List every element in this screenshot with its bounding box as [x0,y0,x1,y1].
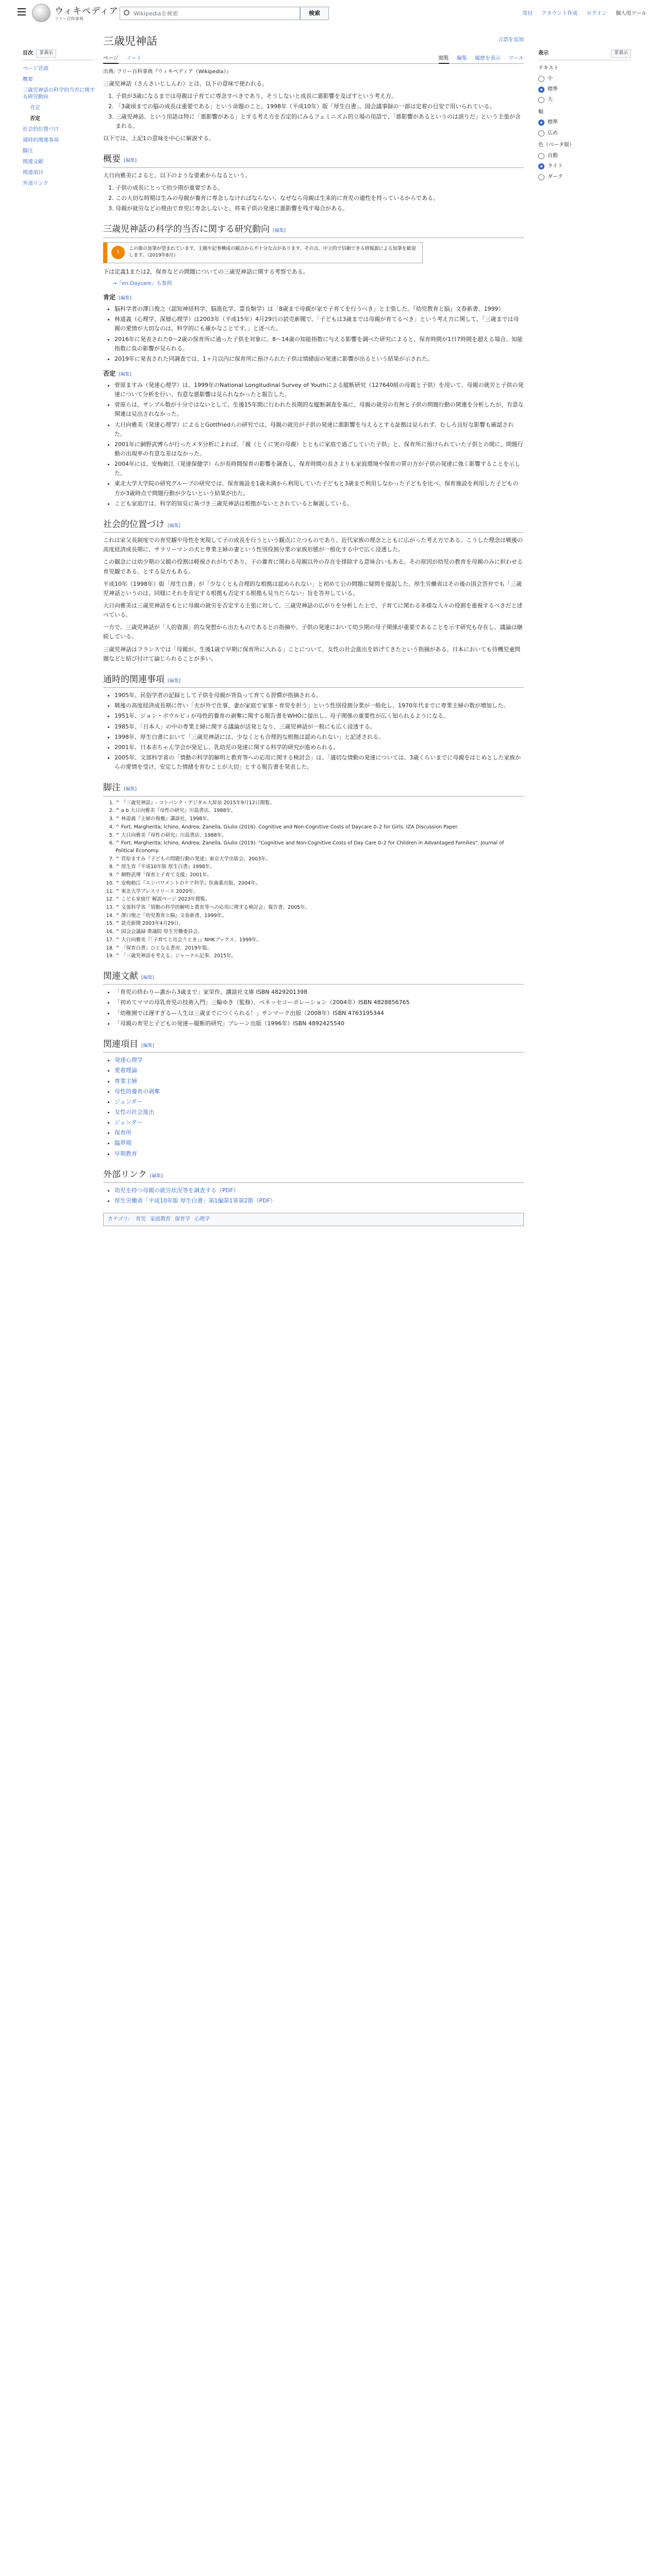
list-item [114,1118,524,1127]
list-item [114,1149,524,1159]
radio-label: 広め [548,130,558,136]
reference-item: 13. ^ 文部科学省「情動の科学的解明と教育等への応用に関する検討会」報告書、2005年。 [115,904,524,912]
reference-item: 17. ^ 大日向雅美『「子育てと出会うとき」』NHKブックス、1999年。 [115,937,524,944]
reference-item: 12. ^ こども家庭庁 解説ページ 2023年閲覧。 [115,896,524,904]
wikipedia-logo[interactable] [32,4,51,22]
radio-button[interactable] [538,97,544,103]
social-paragraph: これは家父長制度での育児観や母性を実現して子の成長を行うという観点に立つものであり、近代家族の理念とともに広がった考え方である。こうした理念は戦後の高度経済成長期に、サラリーマンの夫と専業主婦の妻という性別役割分業の家族形態が一般化する中で広く浸透した。 [103,537,523,553]
edit-section-link[interactable]: 編集 [169,523,179,529]
list-item [114,1186,524,1195]
list-item: • 1905年、民俗学者の記録として子供を母親が背負って育てる習慣が指摘される。 [114,691,524,700]
reference-item: 14. ^ 澤口俊之『幼児教育と脳』文春新書、1999年。 [115,912,524,920]
reference-item: 19. ^ 「三歳児神話を考える」ジャーナル記事、2015年。 [115,953,524,960]
heading-social: 社会的位置づけ [編集] [103,518,524,533]
social-paragraph: 三歳児神話はフランスでは「母親が、生後1歳で早期に保育所に入れる」ことについて、女性の社会進出を妨げてきたという指摘がある。日本においても待機児童問題などと結び付けて論じられることが多い。 [103,646,521,662]
create-account-link[interactable]: アカウント作成 [541,11,578,16]
related-link[interactable]: 早期教育 [114,1150,137,1157]
site-tagline: フリー百科事典 [55,16,84,21]
text-size-option[interactable] [538,96,631,104]
appearance-panel [538,49,631,183]
external-link[interactable]: 厚生労働省「平成10年版 厚生白書」第1編第1章第2節（PDF） [114,1197,276,1205]
radio-label: 自動 [548,152,558,159]
list-item: • 2001年に網野武博らが行ったメタ分析によれば、「親（とくに実の母親）とともに家庭で過ごしていた子供」と、保育所に預けられていた子供との間に、問題行動の出現率の有意な差はなかった。 [114,440,524,459]
radio-label: ダーク [548,174,563,180]
negative-list [114,381,524,509]
radio-label: 標準 [548,120,558,126]
tab-tools[interactable]: ツール [508,56,524,61]
reference-item: 8. ^ 厚生省『平成10年版 厚生白書』1998年。 [115,863,524,871]
list-item [114,1139,524,1148]
appearance-hide-button[interactable]: 非表示 [611,49,631,58]
toc-item[interactable]: ページ冒頭 [23,65,48,72]
radio-label: 大 [548,97,553,103]
list-item: 2. 「3歳頃までの脳の成長は重要である」という命題のこと。1998年（平成10年）版「厚生白書」、国会議事録の一部は定着の目安で用いられている。 [115,102,524,111]
social-paragraph: 平成10年（1998年）版「厚生白書」が「少なくとも合理的な根拠は認められない」と初めて公の問題に疑問を提起した。厚生労働省はその後の国会答弁でも「三歳児神話というのは、同様にそれを肯定する根拠も否定する根拠も見当たらない」旨を答弁している。 [103,580,522,597]
list-item: • 2004年には、安梅勅江（発達保健学）らが長時間保育の影響を調査し、保育時間の長さよりも家庭環境や保育の質の方が子供の発達に強く影響することを示した。 [114,460,524,478]
edit-section-link[interactable]: 編集 [169,678,179,684]
edit-section-link[interactable]: 編集 [143,1043,153,1048]
radio-button[interactable] [538,174,544,180]
reference-item: 16. ^ 国会会議録 衆議院 厚生労働委員会。 [115,928,524,936]
heading-literature: 関連文献 [編集] [103,970,524,985]
text-size-option[interactable] [538,86,631,94]
toc-item[interactable]: 否定 [30,115,40,122]
list-item: 1. 子供が3歳になるまでは母親は子育てに専念すべきであり、そうしないと成長に悪影響を及ぼすという考え方。 [115,92,524,101]
reference-item: 18. ^ 「保育白書」ひとなる書房、2019年版。 [115,945,524,953]
intro-list [115,92,524,131]
site-wordmark[interactable]: ウィキペディア [55,6,119,16]
list-item: 3. 三歳児神話、という用語は特に「悪影響がある」とする考え方を否定的にみるフェミニズム的立場の用語で、「悪影響があるというのは誤りだ」という主張が含まれる。 [115,112,524,131]
toc-item[interactable]: 肯定 [30,105,40,111]
search-icon [124,10,129,15]
page-title: 三歳児神話 [103,35,157,47]
category-label[interactable]: カテゴリ: [108,1216,130,1223]
list-item: • 1951年、ジョン・ボウルビィが母性的養育の剥奪に関する報告書をWHOに提出し、母子関係の重要性が広く知られるようになる。 [114,711,524,721]
list-item: • 「母親の育児と子どもの発達—縦断的研究」ブレーン出版（1996年）ISBN 4892425540 [114,1019,524,1028]
list-item: • 戦後の高度経済成長期に伴い「夫が外で仕事、妻が家庭で家事・育児を担う」という性別役割分業が一般化し、1970年代までに専業主婦の数が増加した。 [114,701,524,710]
radio-button[interactable] [538,76,544,82]
table-of-contents [23,49,95,189]
page-tabs [103,53,524,64]
list-item: • 菅原らは、サンプル数が十分ではないとして、生後15年間に行われた長期的な縦断調査を基に、母親の就労の有無と子供の問題行動の関連を分析したが、有意な関連は見出されなかった。 [114,400,524,419]
list-item: • こども家庭庁は、科学的知見に基づき三歳児神話は根拠がないとされていると解説している。 [114,499,524,509]
reference-item: 2. ^ a b 大日向雅美『母性の研究』川島書店、1988年。 [115,807,524,815]
list-item: • 林道義（心理学、深層心理学）は2003年（平成15年）4月29日の読売新聞で、「子どもは3歳までは母親が育てるべき」という考え方に関して、「三歳までは母親の愛情が大切なのは、科学的にも確かなことです。」と述べた。 [114,315,524,333]
main-content [103,27,524,1226]
edit-section-link[interactable]: 編集 [152,1173,161,1179]
list-item [114,1196,524,1206]
list-item: • 2016年に発表された0～2歳の保育所に通った子供を対象に、8～14歳の知能指数に与える影響を調べた研究によると、保育時間が1日7時間を超える場合、知能指数に負の影響が見られる。 [114,335,524,353]
width-option[interactable] [538,129,631,138]
toc-item[interactable]: 社会的位置づけ [23,126,59,132]
color-option[interactable] [538,152,631,160]
reference-item: 3. ^ 林道義『主婦の復権』講談社、1998年。 [115,816,524,823]
heading-research: 三歳児神話の科学的当否に関する研究動向 [編集] [103,223,524,238]
related-link[interactable]: 保育所 [114,1129,131,1137]
list-item: • 1998年、厚生白書において「三歳児神話には、少なくとも合理的な根拠は認められない」と記述される。 [114,733,524,742]
list-item: • 「初めてママの母乳育児の技術入門」三輪ゆき（監修）、ベネッセコーポレーション（2004年）ISBN 4828856765 [114,998,524,1007]
main-menu-icon[interactable] [18,8,26,15]
references-list [115,800,524,960]
related-link[interactable]: 愛着理論 [114,1067,137,1074]
list-item [114,1128,524,1138]
list-item: • 2019年に発表された同調査では、1ヶ月以内に保育所に預けられた子供は情緒面の発達に影響が出るという結果が示された。 [114,354,524,364]
research-paragraph: 下は定義1または2、保育などの問題についての三歳児神話に関する考察である。 [103,268,309,275]
heading-notes: 脚注 [編集] [103,781,524,796]
tab-page[interactable]: ページ [103,56,119,64]
social-paragraph: 大日向雅美は三歳児神話をもとに母親の就労を否定する主張に対して、三歳児神話の広がりを分析した上で、子育てに関わる多様な人々の役割を重視するべきだと述べている。 [103,602,523,619]
radio-label: 小 [548,76,553,82]
radio-button[interactable] [538,130,544,137]
radio-label: ライト [548,163,563,170]
reference-item: 10. ^ 安梅勅江『エンパワメントのケア科学』医歯薬出版、2004年。 [115,880,524,888]
related-link[interactable]: 専業主婦 [114,1077,137,1084]
heading-positive: 肯定 [編集] [103,294,132,301]
overview-paragraph: 大日向雅美によると、以下のような要素からなるという。 [103,172,251,179]
radio-button[interactable] [538,163,544,170]
category-link[interactable]: 保育学 [175,1216,191,1223]
tab-talk[interactable]: ノート [126,56,142,61]
site-header [0,0,662,26]
related-link[interactable]: 発達心理学 [114,1057,143,1064]
notice-icon: ! [111,246,125,259]
width-label: 幅 [538,109,543,115]
tab-history[interactable]: 履歴を表示 [475,56,501,61]
category-link[interactable]: 家庭教育 [150,1216,171,1223]
personal-tools-button[interactable]: 個人用ツール [616,11,647,16]
tab-edit[interactable]: 編集 [456,56,467,61]
list-item: • 2005年、文部科学省の「情動の科学的解明と教育等への応用に関する検討会」は、「適切な情動の発達については、3歳くらいまでに母親をはじめとした家族からの愛情を受け、安定した情緒を育むことが大切」とする報告書を発表した。 [114,753,524,772]
color-label: 色（ベータ版） [538,142,574,148]
toc-hide-button[interactable]: 非表示 [36,49,56,58]
edit-section-link[interactable]: 編集 [274,228,284,234]
user-links [515,10,647,18]
list-item: • 「育児の終わり—誰から3歳まで」家栄作、講談社文庫 ISBN 4829201398 [114,988,524,997]
radio-label: 標準 [548,86,558,92]
list-item [114,1097,524,1107]
reference-item: 15. ^ 読売新聞 2003年4月29日。 [115,920,524,928]
reference-item: 9. ^ 網野武博「保育と子育て支援」2001年。 [115,872,524,879]
list-item: • 1985年、「日本人」の中の専業主婦に関する議論が活発となり、三歳児神話が一般にも広く浸透する。 [114,722,524,732]
list-item [114,1087,524,1096]
toc-item[interactable]: 概要 [23,76,33,82]
appearance-title: 表示 [538,50,549,57]
reference-item: 11. ^ 東北大学プレスリリース 2020年。 [115,888,524,896]
toc-item[interactable]: 通時的関連事項 [23,137,59,143]
tab-read[interactable]: 閲覧 [439,56,449,64]
external-link[interactable]: 幼児を持つ母親の就労状況等を調査する（PDF） [114,1187,239,1194]
category-link[interactable]: 心理学 [194,1216,210,1223]
social-paragraph: 一方で、三歳児神話が「人的資源」的な発想から出たものであるとの指摘や、子供の発達において幼少期の母子関係が重要であることを示す研究も存在し、議論は継続している。 [103,624,523,640]
edit-section-link[interactable]: 編集 [120,296,130,301]
list-item [114,1108,524,1117]
expand-section-notice: ! この節の加筆が望まれています。主題や記事構成の観点から不十分な点があります。その点、中立的で信頼できる情報源による加筆を歓迎します。（2019年8月） [103,242,423,263]
heading-negative: 否定 [編集] [103,370,132,378]
add-language-button[interactable]: 言語を追加 [498,37,524,43]
color-option[interactable] [538,173,631,181]
related-link[interactable]: 母性的養育の剥奪 [114,1088,160,1095]
heading-history: 通時的関連事項 [編集] [103,673,524,688]
donate-link[interactable]: 寄付 [522,11,533,16]
search-button[interactable]: 検索 [300,7,329,20]
category-link[interactable]: 育児 [136,1216,146,1223]
edit-section-link[interactable]: 編集 [125,158,135,164]
list-item: • 脳科学者の澤口俊之（認知神経科学、脳進化学、霊長類学）は「8歳まで母親が家で子育てを行うべき」と主張した。『幼児教育と脳』文春新書、1999） [114,304,524,314]
edit-section-link[interactable]: 編集 [120,372,130,378]
heading-external: 外部リンク [編集] [103,1168,524,1183]
list-item [114,1056,524,1065]
radio-button[interactable] [538,153,544,159]
reference-item: 4. ^ Fort, Margherita; Ichino, Andrea; Zanella, Giulio (2016). Cognitive and Non-Cognitive Costs of Daycare 0–2 for Girls. IZA Discussion Paper. [115,824,524,832]
reference-item: 6. ^ Fort, Margherita; Ichino, Andrea; Zanella, Giulio (2019). "Cognitive and Non-Cognitive Costs of Day Care 0–2 for Children in Advantaged Families". Journal of Political Economy. [115,840,524,855]
list-item: • 東北大学大学院の研究グループの研究では、保育施設を1歳未満から利用していた子どもと3歳まで利用しなかった子どもを比べ、保育施設を利用した子どもの方が3歳時点で問題行動が少ないという結果が出た。 [114,479,524,498]
text-size-label: テキスト [538,65,559,71]
text-size-option[interactable] [538,75,631,83]
related-link[interactable]: 臨界期 [114,1140,131,1147]
reference-item: 5. ^ 大日向雅美『母性の研究』川島書店、1988年。 [115,832,524,840]
list-item [114,1066,524,1075]
width-option[interactable] [538,118,631,127]
list-item: • 菅原ますみ（発達心理学）は、1999年のNational Longitudinal Survey of Youthによる縦断研究（127640組の母親と子供）を用いて、母親の就労と子供の発達について分析を行い、有意な悪影響は見られなかったと報告した。 [114,381,524,399]
list-item: 3. 母親が就労などの理由で育児に専念しないと、将来子供の発達に悪影響を残す場合がある。 [115,204,524,213]
edit-section-link[interactable]: 編集 [143,975,153,980]
category-links [103,1213,524,1226]
edit-section-link[interactable]: 編集 [125,787,135,792]
list-item: • 大日向雅美（発達心理学）によるとGottfriedらの研究では、母親の就労が子供の発達に悪影響を与えるとする証拠は見られず、むしろ良好な影響も確認された。 [114,420,524,439]
toc-item[interactable]: 三歳児神話の科学的当否に関する研究動向 [23,87,95,100]
search-input[interactable]: Wikipediaを検索 [120,7,300,20]
article-source: 出典: フリー百科事典『ウィキペディア（Wikipedia）』 [103,69,231,75]
related-link[interactable]: ジェンダー [114,1119,143,1126]
list-item: 1. 子供の成長にとって幼少期が重要である。 [115,183,524,193]
color-option[interactable] [538,162,631,171]
toc-item[interactable]: 外部リンク [23,180,48,187]
toc-item[interactable]: 関連文献 [23,159,43,165]
social-paragraph: この観念には幼少期の父親の役割は軽視されがちであり、子の養育に関わる母親以外の存在を排除する意味合いもある。その原因が幼児の教育を母親のみに担わせる育児観である、とする見方もある。 [103,558,523,575]
list-item: • 「幼稚園では遅すぎる—人生は三歳までにつくられる！」サンマーク出版（2008年）ISBN 4763195344 [114,1009,524,1018]
heading-related: 関連項目 [編集] [103,1038,524,1053]
history-list [114,691,524,772]
list-item: 2. この大切な時期は生みの母親が養育に専念しなければならない。なぜなら母親は生来的に育児の適性を持っているからである。 [115,194,524,203]
overview-list [115,183,524,213]
list-item: • 2001年、日本赤ちゃん学会が発足し、乳幼児の発達に関する科学的研究が進められる。 [114,743,524,752]
radio-button[interactable] [538,87,544,93]
toc-item[interactable]: 関連項目 [23,170,43,176]
heading-overview: 概要 [編集] [103,152,524,167]
radio-button[interactable] [538,120,544,126]
related-list [114,1056,524,1158]
literature-list [114,988,524,1028]
login-link[interactable]: ログイン [586,11,607,16]
related-link[interactable]: 女性の社会進出 [114,1108,154,1115]
toc-title: 目次 [23,50,33,57]
see-also-link[interactable]: →「en:Daycare」も参照 [112,280,172,286]
intro-paragraph: 三歳児神話（さんさいじしんわ）とは、以下の意味で使われる。 [103,80,268,87]
reference-item: 7. ^ 菅原ますみ『子どもの問題行動の発達』東京大学出版会、2003年。 [115,856,524,863]
reference-item: 1. ^ 『三歳児神話』- コトバンク・デジタル大辞泉 2015年9月12日閲覧。 [115,800,524,807]
related-link[interactable]: ジェンダー [114,1098,143,1105]
toc-item[interactable]: 脚注 [23,148,33,154]
positive-list [114,304,524,364]
intro-note: 以下では、上記1の意味を中心に解説する。 [103,135,214,142]
external-links-list [114,1186,524,1206]
list-item [114,1077,524,1086]
